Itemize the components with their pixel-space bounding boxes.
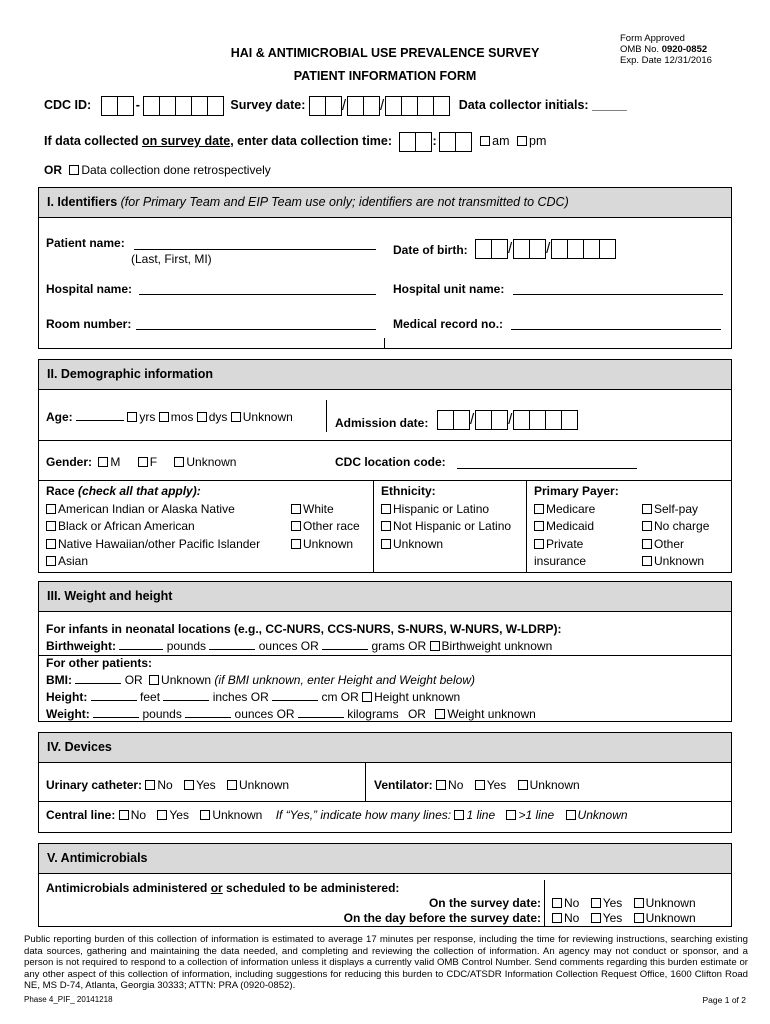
survey-date-box[interactable] xyxy=(401,96,418,116)
dob-box[interactable] xyxy=(551,239,568,259)
date-slash: / xyxy=(341,96,347,114)
date-slash: / xyxy=(470,411,475,428)
one-line-checkbox[interactable] xyxy=(454,810,464,820)
payer-checkbox[interactable] xyxy=(642,556,652,566)
time-box[interactable] xyxy=(455,132,472,152)
survey-date-box[interactable] xyxy=(325,96,342,116)
survey-date-box[interactable] xyxy=(417,96,434,116)
age-dys-checkbox[interactable] xyxy=(197,412,207,422)
race-checkbox[interactable] xyxy=(291,539,301,549)
form-approved: Form Approved xyxy=(620,33,685,44)
cdc-id-box[interactable] xyxy=(143,96,160,116)
column-divider xyxy=(365,763,366,801)
retrospective-label: Data collection done retrospectively xyxy=(81,163,271,177)
mrn-label: Medical record no.: xyxy=(393,317,504,331)
ethnicity-heading: Ethnicity: xyxy=(381,484,436,498)
on-survey-date-label: On the survey date: xyxy=(428,896,541,910)
ventilator-row: Ventilator: No Yes Unknown xyxy=(374,778,580,792)
section-header: V. Antimicrobials xyxy=(39,844,731,874)
bw-grams-field[interactable] xyxy=(322,637,368,650)
race-checkbox[interactable] xyxy=(46,504,56,514)
pm-checkbox[interactable] xyxy=(517,136,527,146)
survey-yes-checkbox[interactable] xyxy=(591,898,601,908)
race-checkbox[interactable] xyxy=(46,539,56,549)
payer-checkbox[interactable] xyxy=(534,504,544,514)
hospital-unit-label: Hospital unit name: xyxy=(393,282,505,296)
column-divider xyxy=(544,880,545,926)
race-block-2 xyxy=(291,501,360,554)
race-option: Black or African American xyxy=(46,518,260,536)
ethnicity-block xyxy=(381,483,511,553)
payer-option: No charge xyxy=(642,518,709,536)
cdc-id-box[interactable] xyxy=(175,96,192,116)
bmi-unknown-checkbox[interactable] xyxy=(149,675,159,685)
age-field[interactable] xyxy=(76,408,124,421)
section-header: II. Demographic information xyxy=(39,360,731,390)
gender-row xyxy=(46,455,236,469)
age-dys-label: dys xyxy=(208,410,228,424)
weight-row: Weight: pounds ounces OR kilograms OR Weight unknown xyxy=(46,707,536,721)
race-checkbox[interactable] xyxy=(46,521,56,531)
cdc-id-box[interactable] xyxy=(101,96,118,116)
form-subtitle: PATIENT INFORMATION FORM xyxy=(293,69,477,83)
ethnicity-checkbox[interactable] xyxy=(381,539,391,549)
age-yrs-checkbox[interactable] xyxy=(127,412,137,422)
dob-boxes xyxy=(475,237,615,261)
time-box[interactable] xyxy=(415,132,432,152)
birthweight-unknown-checkbox[interactable] xyxy=(430,641,440,651)
race-option: American Indian or Alaska Native xyxy=(46,501,260,519)
survey-no-checkbox[interactable] xyxy=(552,898,562,908)
payer-option: Unknown xyxy=(642,553,709,571)
survey-date-box[interactable] xyxy=(433,96,450,116)
more-lines-checkbox[interactable] xyxy=(506,810,516,820)
omb-number: OMB No. 0920-0852 xyxy=(620,44,708,55)
cdc-id-box[interactable] xyxy=(191,96,208,116)
survey-date-box[interactable] xyxy=(385,96,402,116)
gender-f-label: F xyxy=(149,455,158,469)
time-colon: : xyxy=(432,134,437,148)
admission-date-box[interactable] xyxy=(491,410,508,430)
gender-m-checkbox[interactable] xyxy=(98,457,108,467)
ethnicity-option: Hispanic or Latino xyxy=(381,501,511,519)
section-antimicrobials xyxy=(38,843,732,927)
height-unknown-checkbox[interactable] xyxy=(362,692,372,702)
gender-label: Gender: xyxy=(46,455,93,469)
payer-checkbox[interactable] xyxy=(534,521,544,531)
ventilator-yes-checkbox[interactable] xyxy=(475,780,485,790)
cdc-id-row xyxy=(44,93,627,117)
page-number: Page 1 of 2 xyxy=(702,995,746,1005)
section-demographics xyxy=(38,359,732,573)
hospital-name-label: Hospital name: xyxy=(46,282,133,296)
height-row: Height: feet inches OR cm OR Height unknown xyxy=(46,690,461,704)
patient-name-hint: (Last, First, MI) xyxy=(131,252,212,266)
age-unknown-label: Unknown xyxy=(242,410,293,424)
age-mos-checkbox[interactable] xyxy=(159,412,169,422)
retrospective-row xyxy=(44,163,271,177)
column-divider xyxy=(526,480,527,572)
payer-block xyxy=(534,483,619,571)
column-divider xyxy=(326,400,327,432)
form-version: Phase 4_PIF_ 20141218 xyxy=(24,995,113,1004)
am-label: am xyxy=(492,134,510,148)
admission-date-box[interactable] xyxy=(545,410,562,430)
bmi-field[interactable] xyxy=(75,671,121,684)
central-line-row: Central line: No Yes Unknown If “Yes,” indicate how many lines: 1 line >1 line Unknown xyxy=(46,808,628,822)
survey-date-box[interactable] xyxy=(309,96,326,116)
expiration-date: Exp. Date 12/31/2016 xyxy=(620,55,712,66)
collection-time-row xyxy=(44,129,546,153)
infant-heading: For infants in neonatal locations (e.g., CC-NURS, CCS-NURS, S-NURS, W-NURS, W-LDRP): xyxy=(46,622,562,636)
section-header: III. Weight and height xyxy=(39,582,731,612)
before-yes-checkbox[interactable] xyxy=(591,913,601,923)
weight-kg-field[interactable] xyxy=(298,705,344,718)
admission-date-box[interactable] xyxy=(561,410,578,430)
time-box[interactable] xyxy=(399,132,416,152)
hospital-name-field[interactable] xyxy=(139,282,376,295)
survey-unknown-checkbox[interactable] xyxy=(634,898,644,908)
dob-box[interactable] xyxy=(599,239,616,259)
age-yrs-label: yrs xyxy=(139,410,156,424)
payer-checkbox[interactable] xyxy=(642,521,652,531)
column-divider xyxy=(373,480,374,572)
admission-date-box[interactable] xyxy=(529,410,546,430)
retrospective-checkbox[interactable] xyxy=(69,165,79,175)
survey-date-label: Survey date: xyxy=(230,98,306,112)
admission-date-box[interactable] xyxy=(437,410,454,430)
antimicrobial-question: Antimicrobials administered or scheduled to be administered: xyxy=(46,881,400,895)
room-number-label: Room number: xyxy=(46,317,132,331)
urinary-no-checkbox[interactable] xyxy=(145,780,155,790)
payer-option: Other xyxy=(642,536,709,554)
dob-box[interactable] xyxy=(529,239,546,259)
bw-ounces-field[interactable] xyxy=(209,637,255,650)
age-unknown-checkbox[interactable] xyxy=(231,412,241,422)
row-divider xyxy=(39,480,731,481)
before-no-checkbox[interactable] xyxy=(552,913,562,923)
weight-ounces-field[interactable] xyxy=(185,705,231,718)
age-row xyxy=(46,408,293,424)
race-option: Native Hawaiian/other Pacific Islander xyxy=(46,536,260,554)
urinary-yes-checkbox[interactable] xyxy=(184,780,194,790)
cdc-location-label: CDC location code: xyxy=(335,455,446,469)
payer-block-2 xyxy=(642,501,709,571)
dob-box[interactable] xyxy=(513,239,530,259)
lines-unknown-checkbox[interactable] xyxy=(566,810,576,820)
pm-label: pm xyxy=(529,134,547,148)
mrn-field[interactable] xyxy=(511,317,721,330)
gender-m-label: M xyxy=(110,455,121,469)
urinary-unknown-checkbox[interactable] xyxy=(227,780,237,790)
day-before-options: No Yes Unknown xyxy=(552,911,696,925)
race-checkbox[interactable] xyxy=(291,504,301,514)
infant-block xyxy=(46,622,562,654)
cdc-location-field[interactable] xyxy=(457,456,637,469)
payer-insurance: insurance xyxy=(534,554,587,568)
section-header: I. Identifiers (for Primary Team and EIP Team use only; identifiers are not transmitted to CDC) xyxy=(39,188,731,218)
payer-option: Medicaid xyxy=(534,518,619,536)
hospital-unit-field[interactable] xyxy=(513,282,723,295)
gender-unknown-label: Unknown xyxy=(186,455,237,469)
payer-checkbox[interactable] xyxy=(534,539,544,549)
height-inches-field[interactable] xyxy=(163,688,209,701)
patient-name-field[interactable] xyxy=(134,237,376,250)
race-checkbox[interactable] xyxy=(291,521,301,531)
date-slash: / xyxy=(380,96,385,114)
cdc-id-box[interactable] xyxy=(159,96,176,116)
survey-date-box[interactable] xyxy=(363,96,380,116)
date-slash: / xyxy=(546,240,551,257)
other-patients-block xyxy=(46,656,536,722)
before-unknown-checkbox[interactable] xyxy=(634,913,644,923)
form-title: HAI & ANTIMICROBIAL USE PREVALENCE SURVEY xyxy=(230,46,540,60)
ventilator-unknown-checkbox[interactable] xyxy=(518,780,528,790)
section-header: IV. Devices xyxy=(39,733,731,763)
birthweight-row: Birthweight: pounds ounces OR grams OR Birthweight unknown xyxy=(46,639,553,653)
collection-time-label: If data collected on survey date, enter data collection time: xyxy=(44,134,393,148)
central-yes-checkbox[interactable] xyxy=(157,810,167,820)
dob-label: Date of birth: xyxy=(393,243,468,257)
payer-option: Private xyxy=(534,536,619,554)
ventilator-no-checkbox[interactable] xyxy=(436,780,446,790)
day-before-label: On the day before the survey date: xyxy=(343,911,541,925)
patient-name-label: Patient name: xyxy=(46,236,125,250)
date-slash: / xyxy=(508,411,513,428)
payer-option: Medicare xyxy=(534,501,619,519)
payer-checkbox[interactable] xyxy=(642,539,652,549)
ethnicity-option: Not Hispanic or Latino xyxy=(381,518,511,536)
height-cm-field[interactable] xyxy=(272,688,318,701)
ethnicity-checkbox[interactable] xyxy=(381,521,391,531)
race-heading: Race (check all that apply): xyxy=(46,484,201,498)
admission-date-label: Admission date: xyxy=(335,416,429,430)
urinary-row: Urinary catheter: No Yes Unknown xyxy=(46,778,290,792)
section-identifiers xyxy=(38,187,732,349)
payer-checkbox[interactable] xyxy=(642,504,652,514)
bw-pounds-field[interactable] xyxy=(119,637,163,650)
survey-date-box[interactable] xyxy=(347,96,364,116)
gender-f-checkbox[interactable] xyxy=(138,457,148,467)
section-devices xyxy=(38,732,732,833)
ethnicity-option: Unknown xyxy=(381,536,511,554)
admission-date-box[interactable] xyxy=(453,410,470,430)
race-block xyxy=(46,483,260,571)
admission-date-box[interactable] xyxy=(513,410,530,430)
cdc-id-box[interactable] xyxy=(117,96,134,116)
central-unknown-checkbox[interactable] xyxy=(200,810,210,820)
cdc-id-box[interactable] xyxy=(207,96,224,116)
ethnicity-checkbox[interactable] xyxy=(381,504,391,514)
row-divider xyxy=(39,440,731,441)
age-label: Age: xyxy=(46,410,73,424)
payer-option: Self-pay xyxy=(642,501,709,519)
race-checkbox[interactable] xyxy=(46,556,56,566)
on-survey-options: No Yes Unknown xyxy=(552,896,696,910)
burden-statement: Public reporting burden of this collection of information is estimated to average 17 minutes per response, including the time for reviewing instructions, searching existing data sources, gathering and maintaining the data needed, and completing and reviewing the collection of information. An agency may not conduct or sponsor, and a person is not required to respond to a collection of information unless it displays a currently valid OMB Control Number. Send comments regarding this burden estimate or any other aspect of this collection of information, including suggestions for reducing this burden to CDC/ATSDR Information Collection Request Office, 1600 Clifton Road NE, MS D-74, Atlanta, Georgia 30333; ATTN: PRA (0920-0852). xyxy=(24,934,748,992)
column-divider xyxy=(384,338,385,348)
age-mos-label: mos xyxy=(170,410,194,424)
dob-box[interactable] xyxy=(567,239,584,259)
dob-box[interactable] xyxy=(583,239,600,259)
weight-pounds-field[interactable] xyxy=(93,705,139,718)
row-divider xyxy=(39,801,731,802)
bmi-row: BMI: OR Unknown (if BMI unknown, enter Height and Weight below) xyxy=(46,673,475,687)
dob-box[interactable] xyxy=(491,239,508,259)
am-checkbox[interactable] xyxy=(480,136,490,146)
data-collector-initials[interactable]: Data collector initials: _____ xyxy=(458,98,627,112)
date-slash: / xyxy=(508,240,513,257)
weight-unknown-checkbox[interactable] xyxy=(435,709,445,719)
race-option: Other race xyxy=(291,518,360,536)
admission-date-box[interactable] xyxy=(475,410,492,430)
central-no-checkbox[interactable] xyxy=(119,810,129,820)
height-feet-field[interactable] xyxy=(91,688,137,701)
race-option: Asian xyxy=(46,553,260,571)
time-box[interactable] xyxy=(439,132,456,152)
room-number-field[interactable] xyxy=(136,317,376,330)
race-option: White xyxy=(291,501,360,519)
other-patients-heading: For other patients: xyxy=(46,656,153,670)
admission-date-boxes xyxy=(437,409,577,431)
cdc-id-label: CDC ID: xyxy=(44,98,92,112)
gender-unknown-checkbox[interactable] xyxy=(174,457,184,467)
payer-heading: Primary Payer: xyxy=(534,484,619,498)
cdc-id-dash: - xyxy=(135,98,140,112)
section-weight-height xyxy=(38,581,732,722)
or-label: OR xyxy=(44,163,62,177)
race-option: Unknown xyxy=(291,536,360,554)
dob-box[interactable] xyxy=(475,239,492,259)
